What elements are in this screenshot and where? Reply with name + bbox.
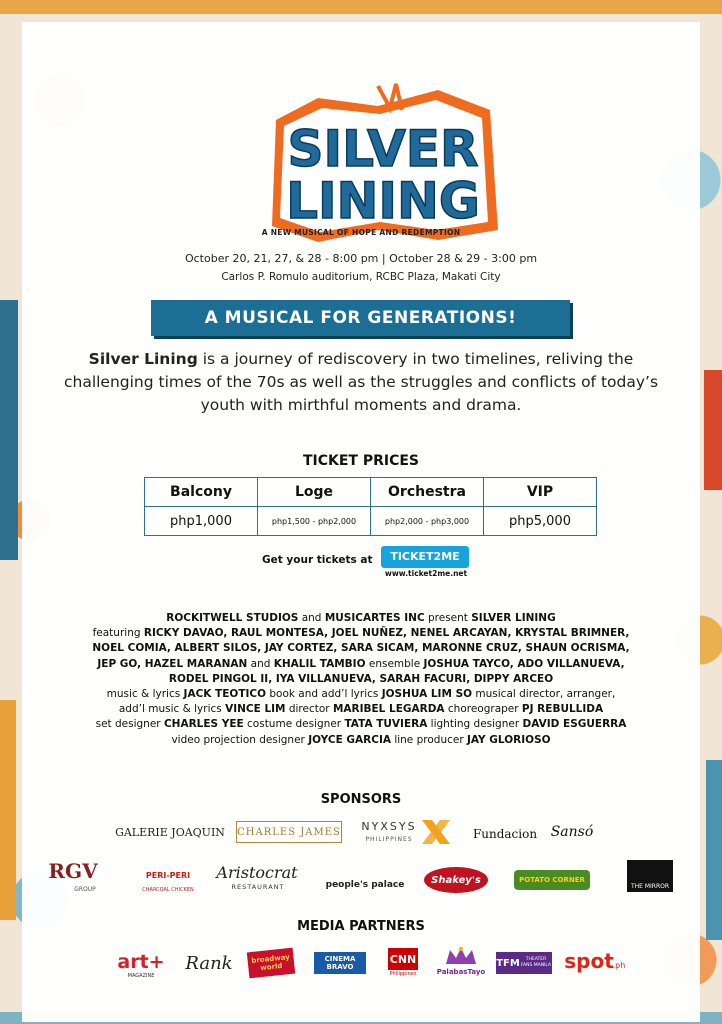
sponsor-rgv-sub: GROUP [74,885,96,893]
credit-role: musical director, arranger, [472,688,616,701]
credits-line [42,657,680,672]
credit-name: RODEL PINGOL II, IYA VILLANUEVA, SARAH FACURI, DIPPY ARCEO [168,672,554,685]
media-cinema-bravo: CINEMA BRAVO [314,952,366,974]
credits-line [42,641,680,656]
get-tickets-label: Get your tickets at [262,554,373,566]
header-balcony: Balcony [145,478,258,507]
price-vip: php5,000 [484,507,597,536]
sponsor-peri-peri: PERI-PERI [145,870,191,880]
header-orchestra: Orchestra [371,478,484,507]
header-vip: VIP [484,478,597,507]
sponsor-shakeys: Shakey's [424,867,488,893]
price-balcony: php1,000 [145,507,258,536]
sponsor-fundacion: Fundacion [472,827,538,841]
credit-role: line producer [390,733,467,746]
banner: A MUSICAL FOR GENERATIONS! [151,300,570,336]
credit-name: MARIBEL LEGARDA [332,703,445,716]
credit-name: JOSHUA LIM SO [381,688,473,701]
sponsor-aristocrat: Aristocrat [216,862,298,882]
price-loge: php1,500 - php2,000 [258,507,371,536]
sponsor-nyxsys: NYXSYS [361,819,417,833]
credit-name: JEP GO, HAZEL MARANAN [97,657,248,670]
credit-name: JACK TEOTICO [183,688,267,701]
top-decor-strip [0,0,722,14]
description-title: Silver Lining [88,350,198,368]
sponsor-charles-james: CHARLES JAMES [236,821,342,843]
description [62,348,660,417]
sponsor-galerie-joaquin: GALERIE JOAQUIN [115,825,225,839]
sponsor-rgv: RGV [48,859,98,883]
credit-name: NOEL COMIA, ALBERT SILOS, JAY CORTEZ, SARA SICAM, MARONNE CRUZ, SHAUN OCRISMA, [92,642,630,655]
media-spot-sub: .ph [612,960,626,970]
credit-role: featuring [92,627,144,640]
media-palabastayo: PalabasTayo [436,968,486,976]
credit-name: JOSHUA TAYCO, ADO VILLANUEVA, [423,657,625,670]
sponsor-sanso: Sansó [550,824,594,840]
header-loge: Loge [258,478,371,507]
media-broadway-world: broadway world [247,948,295,979]
credit-name: SILVER LINING [471,612,556,624]
credit-role: set designer [95,718,164,731]
credit-name: VINCE LIM [225,703,286,716]
media-artplus-sub: MAGAZINE [127,973,155,979]
credits-block [42,611,680,748]
credit-role: and [298,612,325,624]
nyxsys-mark-icon [420,818,452,846]
ticket-prices-title: TICKET PRICES [302,453,420,469]
sponsor-the-mirror: THE MIRROR [627,860,673,892]
credit-role: costume designer [243,718,345,731]
guitar-decor [704,370,722,490]
credits-line [42,672,680,687]
palabastayo-crown-icon [444,946,478,966]
ticket-prices-table [144,477,597,536]
credit-role: book and add’l lyrics [266,688,382,701]
media-tfm: TFM [496,952,520,974]
credit-role: video projection designer [171,733,309,746]
media-cnn: CNN [388,948,418,970]
media-rank: Rank [185,952,233,974]
ticket2me-logo[interactable]: TICKET2ME [381,546,469,568]
venue: Carlos P. Romulo auditorium, RCBC Plaza, Makati City [221,271,501,283]
sponsor-aristocrat-sub: RESTAURANT [231,883,285,891]
credits-line [42,717,680,732]
credit-role: lighting designer [427,718,523,731]
credit-name: JAY GLORIOSO [467,733,551,746]
media-spot: spot [564,949,614,973]
logo-title-line1: SILVER [287,120,479,178]
credit-name: ROCKITWELL STUDIOS [166,612,299,624]
ticket2me-url[interactable]: www.ticket2me.net [384,569,468,578]
credit-name: JOYCE GARCIA [308,733,391,746]
credit-role: choreograper [444,703,522,716]
media-artplus: art+ [117,951,165,973]
logo-title-line2: LINING [286,172,480,230]
credits-line [42,611,680,626]
credit-role: ensemble [365,657,424,670]
sponsor-peoples-palace: people's palace [325,880,405,890]
credits-line [42,733,680,748]
credit-name: PJ REBULLIDA [521,703,604,716]
credit-name: CHARLES YEE [163,718,244,731]
credit-name: DAVID ESGUERRA [522,718,627,731]
sponsor-peri-peri-sub: CHARCOAL CHICKEN [142,887,194,893]
credit-name: KHALIL TAMBIO [273,657,366,670]
sponsors-title: SPONSORS [320,792,402,807]
credit-role: add’l music & lyrics [118,703,226,716]
media-partners-title: MEDIA PARTNERS [297,919,425,934]
sponsor-potato-corner: POTATO CORNER [514,870,590,890]
media-tfm-sub: THEATER FANS MANILA [520,952,552,974]
radio-decor [706,760,722,940]
description-text: is a journey of rediscovery in two timelines, reliving the challenging times of the 70s as well as the struggles and conflicts of today’s youth with mirthful moments and drama. [63,350,659,414]
credit-name: TATA TUVIERA [344,718,428,731]
credits-line [42,702,680,717]
media-cnn-sub: Philippines [389,971,417,977]
sponsor-nyxsys-sub: PHILIPPINES [365,835,413,843]
price-orchestra: php2,000 - php3,000 [371,507,484,536]
credit-role: music & lyrics [106,688,184,701]
credit-role: present [424,612,472,624]
credits-line [42,626,680,641]
credit-name: MUSICARTES INC [324,612,425,624]
tagline: A NEW MUSICAL OF HOPE AND REDEMPTION [261,228,461,237]
credit-role: director [285,703,333,716]
show-dates: October 20, 21, 27, & 28 - 8:00 pm | October 28 & 29 - 3:00 pm [184,252,538,265]
credits-line [42,687,680,702]
credit-name: RICKY DAVAO, RAUL MONTESA, JOEL NUÑEZ, NENEL ARCAYAN, KRYSTAL BRIMNER, [143,627,630,640]
credit-role: and [247,657,274,670]
silver-lining-logo [258,80,508,248]
guitar-neck-decor [0,300,18,560]
keyboard-decor [0,700,16,920]
